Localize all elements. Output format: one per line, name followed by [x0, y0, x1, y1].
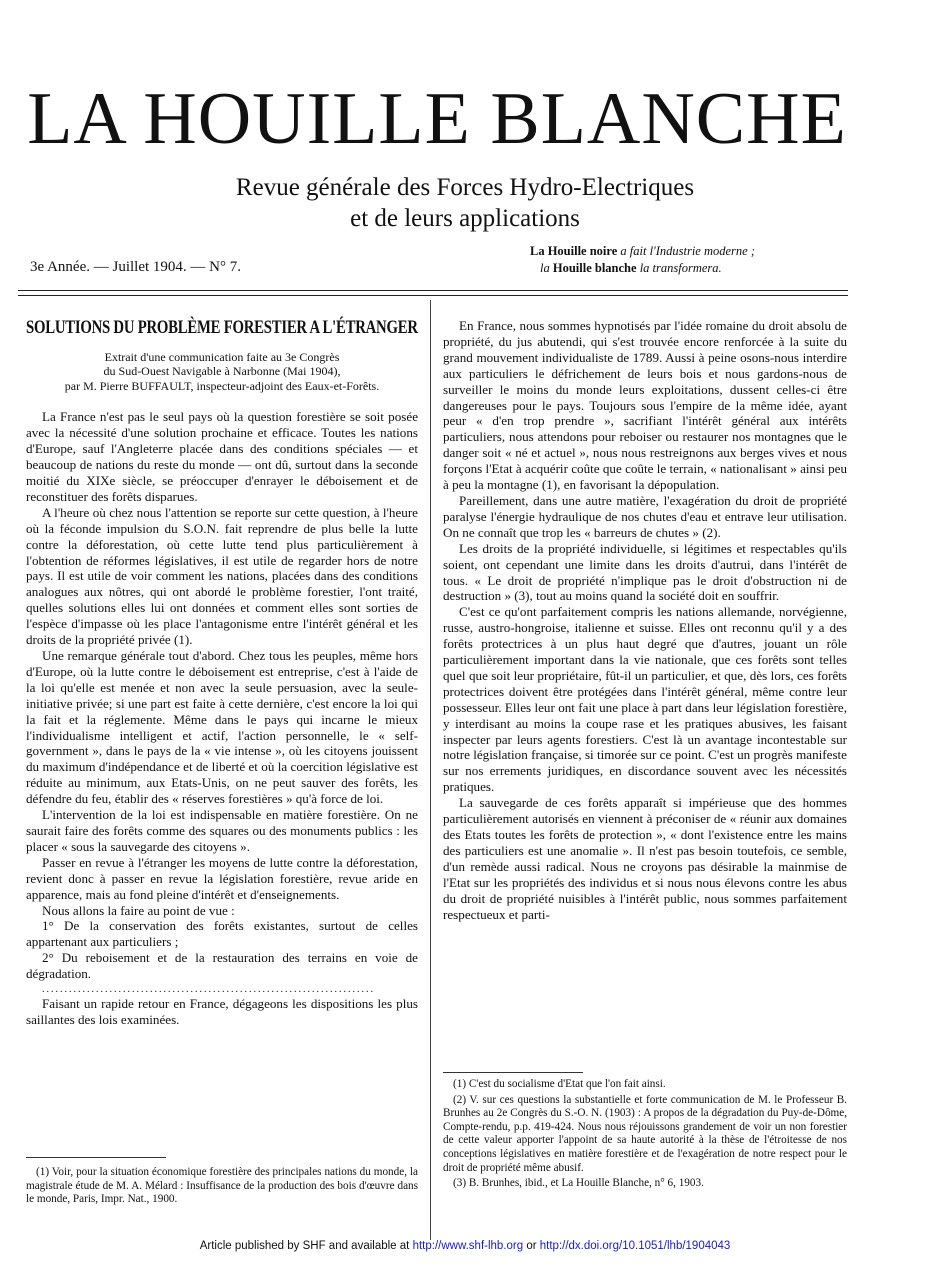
right-paragraph: Les droits de la propriété individuelle, si légitimes et respectables qu'ils soient, ont cependant une limite dans les droits d'autrui, dans l'intérêt de tous. « Le droit de propriété n'implique pas le droit d'obstruction ni de destruction » (3), tout au moins quand la société doit en souffrir.: [443, 540, 847, 604]
doi-link[interactable]: http://dx.doi.org/10.1051/lhb/1904043: [539, 1240, 731, 1252]
shf-link[interactable]: http://www.shf-lhb.org: [412, 1240, 524, 1252]
journal-subtitle: [0, 172, 930, 234]
article-extract-note: Extrait d'une communication faite au 3e Congrès du Sud-Ouest Navigable à Narbonne (Mai 1904), par M. Pierre BUFFAULT, inspecteur-adjoint des Eaux-et-Forêts.: [64, 349, 380, 393]
motto-line-2: la Houille blanche la transformera.: [540, 261, 722, 275]
issue-line: 3e Année. — Juillet 1904. — N° 7.: [30, 259, 241, 275]
left-paragraph: Une remarque générale tout d'abord. Chez tous les peuples, même hors d'Europe, où la lutte contre le déboisement est entreprise, c'est à l'aide de la loi qu'elle est menée et non avec la seule persuasion, avec la seule-initiative privée; si une part est faite à cette dernière, c'est encore la loi qui la fait et la réglemente. Même dans le pays qui incarne le mieux l'individualisme intelligent et actif, l'action personnelle, le « self-government », dans le pays de la « vie intense », où les citoyens jouissent du maximum d'indépendance et de liberté et où la coercition législative est réduite au minimum, aux Etats-Unis, on ne peut sauver des forêts, les défendre du feu, établir des « réserves forestières » qu'à force de loi.: [26, 648, 418, 807]
article-title: SOLUTIONS DU PROBLÈME FORESTIER A L'ÉTRANGER: [26, 317, 418, 338]
footnote: (1) Voir, pour la situation économique forestière des principales nations du monde, la magistrale étude de M. A. Mélard : Insuffisance de la production des bois d'œuvre dans le monde, Paris, Impr. Nat., 1900.: [26, 1166, 418, 1206]
ellipsis-separator: ..........................................................................: [42, 984, 375, 996]
left-paragraph: 2° Du reboisement et de la restauration des terrains en voie de dégradation.: [26, 950, 418, 982]
right-footnote-rule: [443, 1072, 583, 1073]
left-footnotes: [26, 1166, 418, 1209]
right-paragraph: Pareillement, dans une autre matière, l'exagération du droit de propriété paralyse l'énergie hydraulique de nos chutes d'eau et entrave leur utilisation. On ne connaît que trop les « barreurs de chutes » (2).: [443, 492, 847, 540]
right-paragraph: C'est ce qu'ont parfaitement compris les nations allemande, norvégienne, russe, austro-hongroise, italienne et suisse. Elles ont reconnu qu'il y a des forêts protectrices à un plus haut degré que d'autres, jouant un rôle particulièrement important dans la vie nationale, que ces forêts sont telles quel que soit leur propriétaire, fût-il un particulier, et que, dès lors, ces forêts protectrices doivent être protégées dans l'intérêt général, même contre leur possesseur. Elles leur ont fait une place à part dans leur législation forestière, y interdisant au moins la coupe rase et les pratiques abusives, les faisant inspecter par leurs agents forestiers. C'est là un avantage incontestable sur notre législation française, si timorée sur ce point. C'est un progrès manifeste sur nos errements juridiques, en discordance souvent avec les nécessités pratiques.: [443, 604, 847, 795]
right-footnotes: [443, 1078, 847, 1193]
left-paragraph: Passer en revue à l'étranger les moyens de lutte contre la déforestation, revient donc à passer en revue la législation forestière, revue aride en apparence, mais au fond pleine d'intérêt et d'enseignements.: [26, 854, 418, 902]
left-paragraph: 1° De la conservation des forêts existantes, surtout de celles appartenant aux particuliers ;: [26, 918, 418, 950]
subtitle-line-2: et de leurs applications: [350, 205, 580, 232]
footnote: (1) C'est du socialisme d'Etat que l'on fait ainsi.: [453, 1078, 666, 1090]
publication-footer: Article published by SHF and available at http://www.shf-lhb.org or http://dx.doi.org/10.1051/lhb/1904043: [199, 1240, 731, 1252]
subtitle-line-1: Revue générale des Forces Hydro-Electriques: [235, 174, 695, 201]
left-paragraph: Nous allons la faire au point de vue :: [42, 902, 235, 918]
header-rule-thin: [18, 295, 848, 296]
right-paragraph: En France, nous sommes hypnotisés par l'idée romaine du droit absolu de propriété, du jus abutendi, qui s'est trouvée encore renforcée à la suite du grand mouvement individualiste de 1789. Aussi à peine osons-nous interdire aux particuliers le défrichement de leurs bois et nous gardons-nous de surveiller le moins du monde leurs exploitations, dussent celles-ci être dangereuses pour le pays. Toujours sous l'empire de la même idée, ayant peur « d'en trop prendre », sacrifiant l'intérêt général aux intérêts particuliers, nous attendons pour reboiser ou restaurer nos montagnes que le danger soit « né et actuel », nous nous restreignons aux berges vives et nous forçons l'Etat à acquérir coûte que coûte le terrain, « nationalisant » ainsi peu à peu la montagne (1), en favorisant la dépopulation.: [443, 318, 847, 493]
left-paragraph: L'intervention de la loi est indispensable en matière forestière. On ne saurait faire des forêts comme des squares ou des monuments publics : les placer « sous la sauvegarde des citoyens ».: [26, 807, 418, 854]
footnote: (2) V. sur ces questions la substantielle et forte communication de M. le Professeur B. Brunhes au 2e Congrès du S.-O. N. (1903) : A propos de la dégradation du Puy-de-Dôme, Compte-rendu, p.p. 419-424. Nous nous réjouissons grandement de voir un non forestier de cette valeur apporter l'appoint de sa haute autorité à la thèse de l'étroitesse de nos conceptions législatives en matière forestière et de l'exagération de notre respect pour le droit de propriété même abusif.: [443, 1093, 847, 1174]
footnote: (3) B. Brunhes, ibid., et La Houille Blanche, n° 6, 1903.: [453, 1177, 704, 1190]
left-paragraph: Faisant un rapide retour en France, dégageons les dispositions les plus saillantes des lois examinées.: [26, 996, 418, 1027]
left-footnote-rule: [26, 1157, 166, 1158]
left-column: [26, 317, 418, 1028]
right-paragraph: La sauvegarde de ces forêts apparaît si impérieuse que des hommes particulièrement autorisés en viennent à préconiser de « réunir aux domaines des Etats toutes les forêts de protection », « dont l'existence entre les mains des particuliers est une anomalie ». Il n'est pas besoin toutefois, ce semble, d'un remède aussi radical. Nous ne croyons pas désirable la mainmise de l'Etat sur les propriétés des individus et si nous nous élevons contre les abus du droit de propriété nuisibles à l'intérêt public, nous sommes parfaitement respectueux et parti-: [443, 795, 847, 922]
right-column: [443, 318, 847, 922]
motto-line-1: La Houille noire a fait l'Industrie moderne ;: [530, 244, 756, 258]
left-paragraph: La France n'est pas le seul pays où la question forestière se soit posée avec la nécessité d'une solution prochaine et efficace. Toutes les nations d'Europe, sauf l'Angleterre placée dans des conditions spéciales — et beaucoup de nations du reste du monde — ont dû, surtout dans la seconde moitié du XIXe siècle, se préoccuper d'enrayer le déboisement et de reconstituer des forêts disparues.: [26, 409, 418, 504]
journal-title: LA HOUILLE BLANCHE: [27, 78, 847, 160]
column-divider: [430, 300, 431, 1240]
left-paragraph: A l'heure où chez nous l'attention se reporte sur cette question, à l'heure où la féconde impulsion du S.O.N. fait reprendre de plus belle la lutte contre la déforestation, où cette lutte tend plus particulièrement à l'obtention de réformes législatives, il est utile de regarder hors de notre pays. Il est utile de voir comment les nations, placées dans des conditions analogues aux nôtres, qui ont abordé le problème forestier, l'ont traité, quelles solutions elles lui ont données et comment elles sont sorties de l'espèce d'impasse où les place l'antagonisme entre l'intérêt général et les droits de la propriété privée (1).: [26, 504, 418, 648]
journal-motto: [530, 243, 850, 277]
header-rule: [18, 290, 848, 291]
